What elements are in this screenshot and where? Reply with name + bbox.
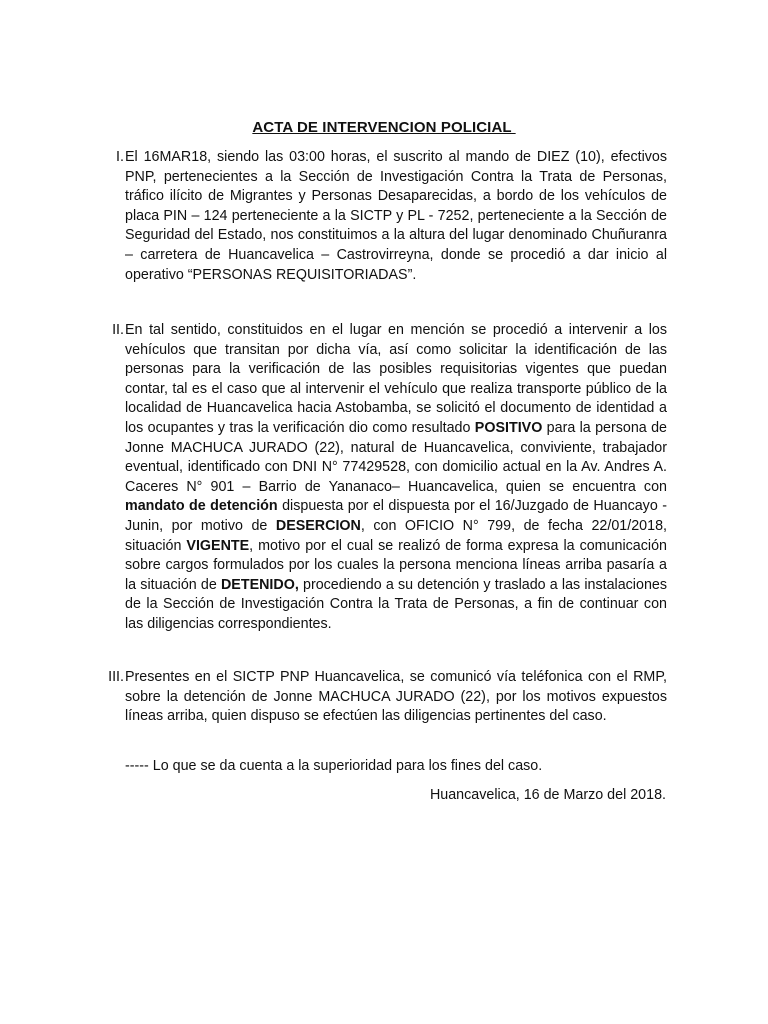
text-run: En tal sentido, constituidos en el lugar en mención se procedió a intervenir a los vehículos que transitan por dicha vía, así como solicitar la identificación de las personas para la verificación de las posibles requisitorias vigentes que puedan contar, tal es el caso que al intervenir el vehículo que realiza transporte público de la localidad de Huancavelica hacia Astobamba, se solicitó el documento de identidad a los ocupantes y tras la verificación dio como resultado — [125, 322, 667, 436]
paragraph-number: III. — [108, 669, 124, 685]
paragraph-text — [125, 668, 667, 727]
bold-run: DETENIDO, — [220, 576, 299, 593]
numbered-paragraph-2 — [104, 321, 667, 635]
bold-run: POSITIVO — [474, 419, 543, 436]
text-run: para la persona de Jonne MACHUCA JURADO (22), natural de Huancavelica, conviviente, trabajador eventual, identificado con DNI N° 77429528, con domicilio actual en la Av. Andres A. Caceres N° 901 – Barrio de Yananaco– Huancavelica, quien se encuentra con — [125, 419, 667, 495]
text-run: Presentes en el SICTP PNP Huancavelica, se comunicó vía teléfonica con el RMP, sobre la detención de Jonne MACHUCA JURADO (22), por los motivos expuestos líneas arriba, quien dispuso se efectúen las diligencias pertinentes del caso. — [125, 669, 667, 725]
closing-statement: ----- Lo que se da cuenta a la superioridad para los fines del caso. — [125, 758, 543, 774]
text-run: , motivo por el cual se realizó de forma expresa la comunicación sobre cargos formulados por los cuales la persona menciona líneas arriba pasaría a la situación de — [125, 537, 667, 593]
text-run: dispuesta por el dispuesta por el 16/Juzgado de Huancayo - Junin, por motivo de — [125, 498, 667, 534]
paragraph-text — [125, 321, 667, 635]
text-run: El 16MAR18, siendo las 03:00 horas, el suscrito al mando de DIEZ (10), efectivos PNP, pertenecientes a la Sección de Investigación Contra la Trata de Personas, tráfico ilícito de Migrantes y Personas Desaparecidas, a bordo de los vehículos de placa PIN – 124 perteneciente a la SICTP y PL - 7252, perteneciente a la Sección de Seguridad del Estado, nos constituimos a la altura del lugar denominado Chuñuranra – carretera de Huancavelica – Castrovirreyna, donde se procedió a dar inicio al operativo “PERSONAS REQUISITORIADAS”. — [125, 149, 667, 283]
date-line: Huancavelica, 16 de Marzo del 2018. — [429, 787, 666, 803]
bold-run: mandato de detención — [125, 498, 278, 515]
bold-run: VIGENTE — [186, 537, 250, 554]
text-run: procediendo a su detención y traslado a las instalaciones de la Sección de Investigación Contra la Trata de Personas, a fin de continuar con las diligencias correspondientes. — [125, 576, 667, 632]
bold-run: DESERCION — [275, 517, 361, 534]
text-run: , con OFICIO N° 799, de fecha 22/01/2018, situación — [125, 517, 667, 554]
document-title: ACTA DE INTERVENCION POLICIAL — [252, 119, 516, 136]
numbered-paragraph-1 — [104, 148, 667, 285]
numbered-paragraph-3 — [104, 668, 667, 727]
paragraph-text — [125, 148, 667, 285]
paragraph-number: I. — [116, 149, 124, 165]
paragraph-number: II. — [112, 322, 124, 338]
